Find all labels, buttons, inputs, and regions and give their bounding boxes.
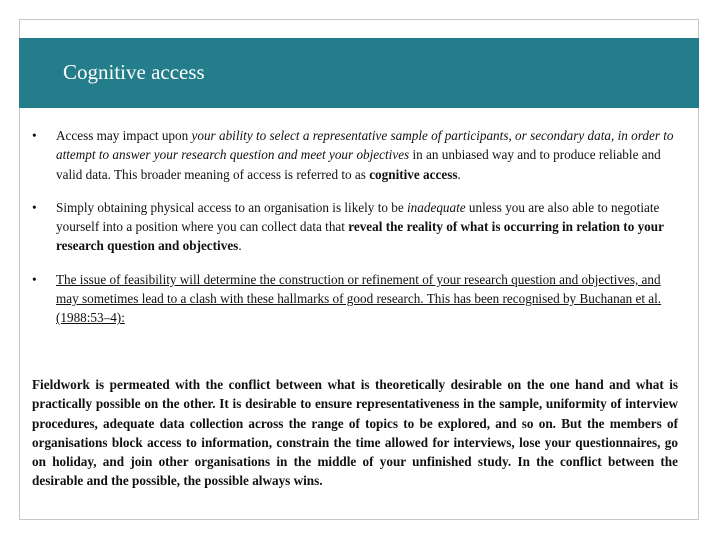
bullet-dot-icon: •	[32, 199, 37, 215]
bullet-text-part: Access may impact upon	[56, 128, 192, 143]
bullet-text-part: in an unbiased way and to produce reliable and valid data. This broader meaning of access is referred to as	[56, 147, 661, 182]
bullet-text: The issue of feasibility will determine the construction or refinement of your research question and objectives, and may sometimes lead to a clash with these hallmarks of good research. This has been recognised by Buchanan et al. (1988:53–4):	[56, 271, 662, 326]
bullet-text-part: .	[457, 166, 461, 182]
bullet-text-emphasis: inadequate	[407, 199, 466, 215]
slide-title: Cognitive access	[63, 60, 205, 84]
bullet-text-bold: cognitive access	[369, 166, 458, 182]
bullet-item-feasibility	[32, 270, 684, 328]
bullet-item-physical-access	[32, 198, 684, 256]
bullet-text-bold: reveal the reality of what is occurring in relation to your research question and objectives	[56, 219, 664, 254]
bullet-item-cognitive-access	[32, 126, 684, 184]
bullet-text-emphasis: your ability to select a representative sample of participants, or secondary data, in order to attempt to answer your research question and meet your objectives	[56, 128, 674, 163]
bullet-dot-icon: •	[32, 128, 37, 143]
title-bar	[19, 38, 699, 108]
bullet-text-part: Simply obtaining physical access to an organisation is likely to be	[56, 199, 408, 215]
quote-paragraph: Fieldwork is permeated with the conflict between what is theoretically desirable on the one hand and what is practically possible on the other. It is desirable to ensure representativeness in the sample, uniformity of interview procedures, adequate data collection across the range of topics to be explored, and so on. But the members of organisations block access to information, constrain the time allowed for interviews, lose your questionnaires, go on holiday, and join other organisations in the middle of your unfinished study. In the conflict between the desirable and the possible, the possible always wins.	[32, 377, 678, 489]
bullet-text	[56, 128, 674, 182]
bullet-text	[56, 200, 664, 254]
bullet-text-part: unless you are also able to negotiate yourself into a position where you can collect data that	[56, 199, 660, 235]
bullet-dot-icon: •	[32, 271, 37, 287]
bullet-text-part: .	[238, 238, 242, 254]
bullet-list	[32, 126, 684, 342]
